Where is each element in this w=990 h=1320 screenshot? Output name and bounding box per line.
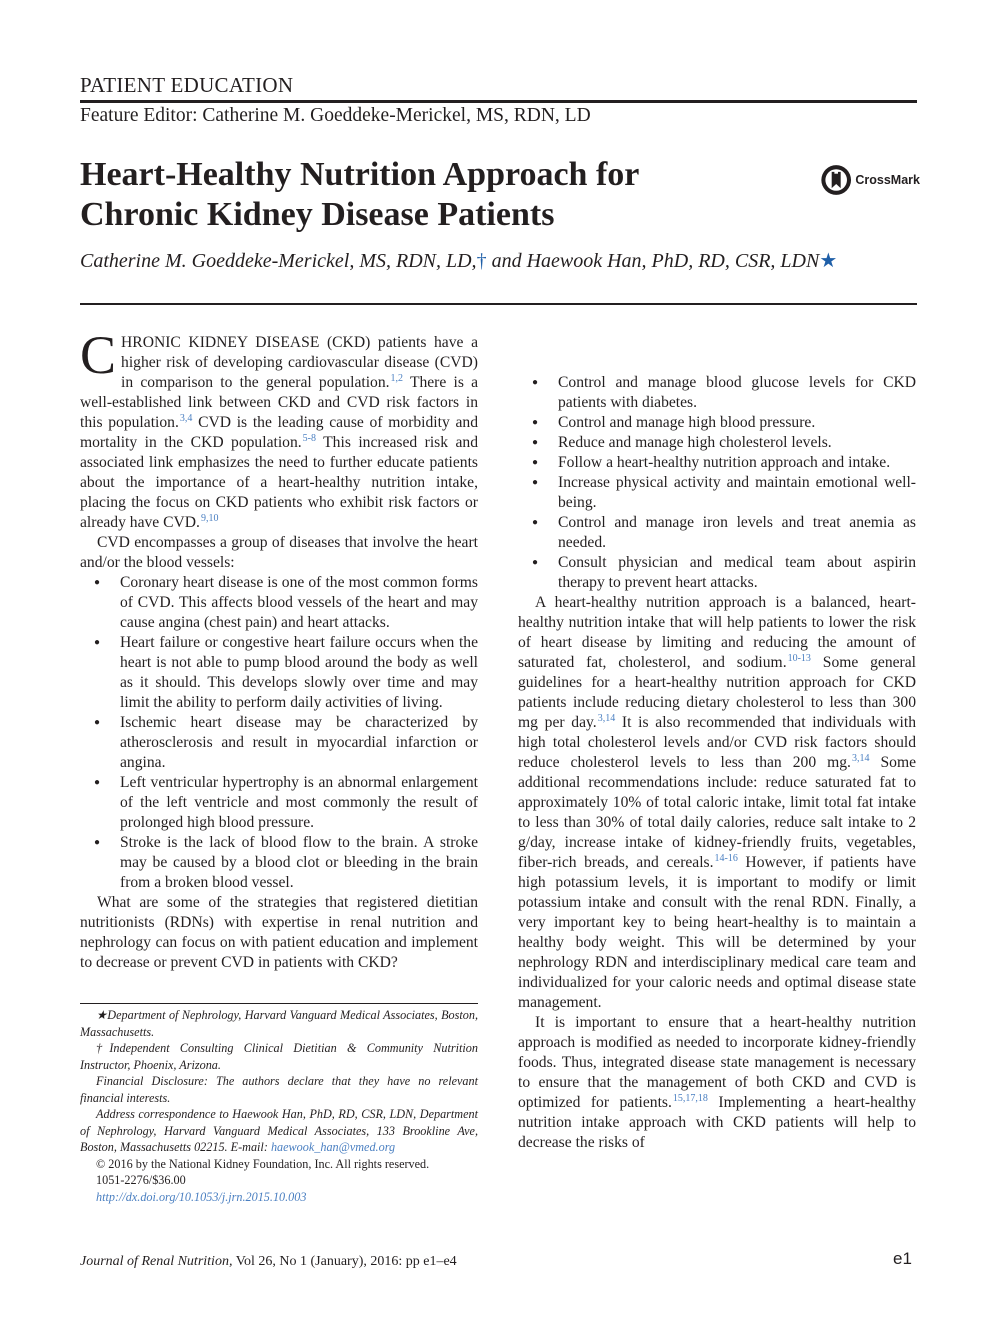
- feature-editor: Feature Editor: Catherine M. Goeddeke-Merickel, MS, RDN, LD: [80, 105, 591, 126]
- citation-link[interactable]: 3,14: [597, 713, 616, 724]
- body-text: CVD is the leading cause of morbidity and mortality in the CKD population.: [80, 414, 479, 451]
- list-item: ● Consult physician and medical team about aspirin therapy to prevent heart attacks.: [558, 553, 916, 593]
- citation-link[interactable]: 3,4: [179, 413, 193, 424]
- author-conjunction: and: [486, 250, 527, 272]
- issue-info: Vol 26, No 1 (January), 2016: pp e1–e4: [232, 1254, 457, 1269]
- doi-link[interactable]: http://dx.doi.org/10.1053/j.jrn.2015.10.003: [96, 1189, 307, 1204]
- body-paragraph: What are some of the strategies that registered dietitian nutritionists (RDNs) with expertise in renal nutrition and nephrology can focus on with patient education and implement to decrease or prevent CVD in patients with CKD?: [80, 894, 478, 971]
- body-text: A heart-healthy nutrition approach is a balanced, heart-healthy nutrition intake that will help patients to lower the risk of heart disease by limiting and reducing the amount of saturated fat, cholesterol, and sodium.: [518, 594, 916, 671]
- list-item: ● Increase physical activity and maintain emotional well-being.: [558, 473, 916, 513]
- list-item: ● Stroke is the lack of blood flow to the brain. A stroke may be caused by a blood clot or bleeding in the brain from a broken blood vessel.: [120, 833, 478, 893]
- affiliation-note: ★Department of Nephrology, Harvard Vanguard Medical Associates, Boston, Massachusetts.: [80, 1008, 478, 1039]
- doi-note: [80, 1189, 478, 1206]
- affiliation-note: †Independent Consulting Clinical Dietitian & Community Nutrition Instructor, Phoenix, Arizona.: [80, 1041, 478, 1072]
- author-name: Catherine M. Goeddeke-Merickel, MS, RDN, LD,: [80, 250, 477, 272]
- body-text: HRONIC KIDNEY DISEASE (CKD) patients have a higher risk of developing cardiovascular disease (CVD) in comparison to the general population.: [121, 334, 478, 391]
- intro-paragraph: [80, 325, 479, 533]
- body-text: Some general guidelines for a heart-healthy nutrition approach for CKD patients include reducing dietary cholesterol to less than 300 mg per day.: [518, 654, 916, 731]
- list-item: ● Control and manage blood glucose levels for CKD patients with diabetes.: [558, 373, 916, 413]
- body-text: It is also recommended that individuals with high total cholesterol levels and/or CVD risk factors should reduce cholesterol levels to less than 200 mg.: [518, 714, 916, 771]
- list-item: ● Ischemic heart disease may be characterized by atherosclerosis and result in myocardial infarction or angina.: [120, 713, 478, 773]
- body-column-left: [80, 325, 479, 973]
- citation-link[interactable]: 14-16: [714, 853, 738, 864]
- citation-link[interactable]: 5-8: [302, 433, 316, 444]
- drop-cap: C: [80, 325, 117, 385]
- journal-name: Journal of Renal Nutrition,: [80, 1254, 233, 1269]
- correspondence-note: [80, 1106, 478, 1156]
- body-text: This increased risk and associated link emphasizes the need to further educate patients about the importance of a heart-healthy nutrition intake, placing the focus on CKD patients who exhibit risk factors or already have CVD.: [80, 434, 478, 531]
- copyright-note: © 2016 by the National Kidney Foundation, Inc. All rights reserved.: [96, 1156, 430, 1171]
- list-item: ● Coronary heart disease is one of the most common forms of CVD. This affects blood vessels of the heart and may cause angina (chest pain) and heart attacks.: [120, 573, 478, 633]
- author-line: [80, 248, 837, 273]
- title-rule: [80, 303, 917, 305]
- section-label: PATIENT EDUCATION: [80, 73, 294, 97]
- body-paragraph: [518, 1013, 916, 1153]
- footnote-rule: [80, 1003, 478, 1004]
- correspondence-text: Address correspondence to Haewook Han, PhD, RD, CSR, LDN, Department of Nephrology, Harvard Vanguard Medical Associates, 133 Brookline Ave, Boston, Massachusetts 02215. E-mail:: [80, 1107, 478, 1154]
- body-text: Implementing a heart-healthy nutrition intake approach with CKD patients will help to decrease the risks of: [518, 1094, 916, 1151]
- citation-link[interactable]: 10-13: [787, 653, 811, 664]
- body-text: It is important to ensure that a heart-healthy nutrition approach is modified as needed to incorporate kidney-friendly foods. Thus, integrated disease state management is necessary to ensure that the management of both CKD and CVD is optimized for patients.: [518, 1014, 916, 1111]
- body-paragraph: [518, 593, 916, 1013]
- citation-link[interactable]: 3,14: [851, 753, 870, 764]
- cvd-list: [80, 573, 478, 893]
- page-number: e1: [893, 1249, 912, 1268]
- citation-link[interactable]: 1,2: [390, 373, 404, 384]
- crossmark-icon: [820, 162, 852, 198]
- list-item: ● Left ventricular hypertrophy is an abnormal enlargement of the left ventricle and most commonly the result of prolonged high blood pressure.: [120, 773, 478, 833]
- list-item: ● Follow a heart-healthy nutrition approach and intake.: [558, 453, 916, 473]
- body-column-right: [518, 333, 916, 1153]
- article-title: Heart-Healthy Nutrition Approach for Chronic Kidney Disease Patients: [80, 156, 639, 233]
- email-link[interactable]: haewook_han@vmed.org: [270, 1140, 396, 1154]
- body-text: There is a well-established link between CKD and CVD risk factors in this population.: [80, 374, 478, 431]
- header-rule: [80, 100, 917, 103]
- list-item: ● Control and manage high blood pressure.: [558, 413, 916, 433]
- affiliation-mark[interactable]: ★: [819, 250, 838, 272]
- citation-link[interactable]: 9,10: [200, 513, 219, 524]
- list-item: ● Reduce and manage high cholesterol levels.: [558, 433, 916, 453]
- journal-citation: [80, 1254, 457, 1270]
- body-text: However, if patients have high potassium levels, it is important to modify or limit potassium intake and consult with the renal RDN. Finally, a very important key to being heart-healthy is to maintain a healthy body weight. This will be determined by your nephrology RDN and interdisciplinary medical care team and individualized for your caloric needs and optimal disease state management.: [518, 854, 917, 1011]
- author-name: Haewook Han, PhD, RD, CSR, LDN: [526, 250, 820, 272]
- body-paragraph: CVD encompasses a group of diseases that involve the heart and/or the blood vessels:: [80, 534, 478, 571]
- affiliation-mark[interactable]: †: [476, 250, 487, 272]
- disclosure-note: Financial Disclosure: The authors declare that they have no relevant financial interests.: [80, 1074, 478, 1105]
- footnotes: [80, 1007, 478, 1205]
- citation-link[interactable]: 15,17,18: [672, 1093, 708, 1104]
- issn-note: 1051-2276/$36.00: [96, 1173, 186, 1187]
- list-item: ● Heart failure or congestive heart failure occurs when the heart is not able to pump blood around the body as well as it should. This develops slowly over time and may limit the ability to perform daily activities of living.: [120, 633, 478, 713]
- strategy-list: [518, 373, 916, 593]
- list-item: ● Control and manage iron levels and treat anemia as needed.: [558, 513, 916, 553]
- crossmark-badge[interactable]: [820, 161, 920, 199]
- crossmark-label: CrossMark: [855, 173, 920, 187]
- body-text: Some additional recommendations include: reduce saturated fat to approximately 10% of total caloric intake, limit total fat intake to less than 30% of total daily calories, reduce salt intake to 2 g/day, increase intake of kidney-friendly fruits, vegetables, fiber-rich breads, and cereals.: [518, 754, 916, 871]
